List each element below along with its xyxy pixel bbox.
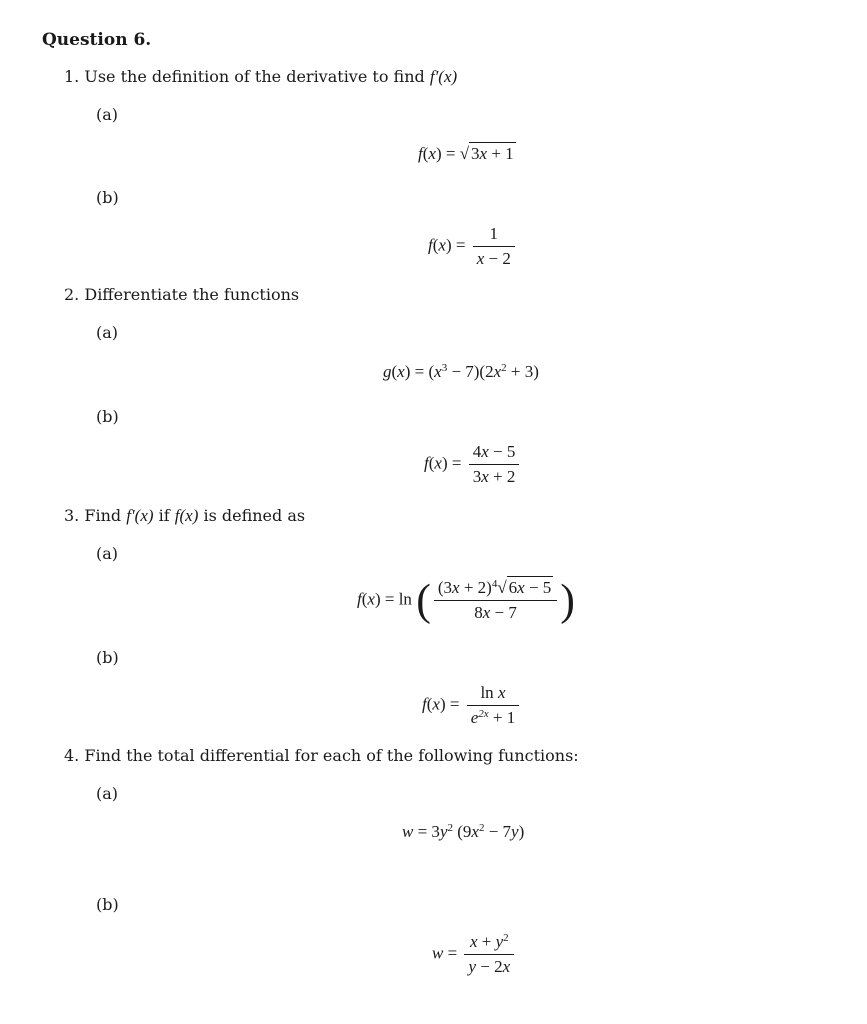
question-1 bbox=[64, 67, 457, 87]
part-label-4b: (b) bbox=[96, 895, 119, 914]
question-4-number: 4. bbox=[64, 746, 80, 765]
question-1-text: Use the definition of the derivative to find bbox=[84, 67, 425, 86]
question-3 bbox=[64, 506, 305, 526]
equation-1a: f(x) = √ 3x + 1 bbox=[418, 144, 514, 163]
question-3-defined: is defined as bbox=[203, 506, 306, 525]
part-label-3a: (a) bbox=[96, 544, 119, 563]
equation-2a: $g(x) = (x^3 - 7)(2x^2 + 3)$ bbox=[383, 362, 539, 381]
question-2 bbox=[64, 285, 299, 304]
part-label-2a: (a) bbox=[96, 323, 119, 342]
part-label-3b: (b) bbox=[96, 648, 119, 667]
question-3-f: f(x) bbox=[174, 506, 199, 525]
question-2-number: 2. bbox=[64, 285, 80, 304]
equation-1b: f(x) = $\frac{1}{x - 2}$ bbox=[428, 224, 518, 269]
part-label-4a: (a) bbox=[96, 784, 119, 803]
question-3-if: if bbox=[158, 506, 170, 525]
question-4-text: Find the total differential for each of the following functions: bbox=[84, 746, 579, 765]
question-title: Question 6. bbox=[42, 30, 152, 50]
question-3-fprime: f′(x) bbox=[126, 506, 154, 525]
equation-4b: w = $\frac{x + y^2}{y - 2x}$ bbox=[432, 932, 517, 977]
question-1-fprime: f′(x) bbox=[429, 67, 458, 86]
equation-3b: f(x) = $\frac{\text{ln x}}{e^{2x} + 1}$ bbox=[422, 683, 522, 728]
question-3-find: Find bbox=[84, 506, 122, 525]
question-3-number: 3. bbox=[64, 506, 80, 525]
part-label-1a: (a) bbox=[96, 105, 119, 124]
part-label-2b: (b) bbox=[96, 407, 119, 426]
equation-3a: f(x) = ln ( $\frac{(3x + 2)^4√ 6x - 5}{8x - 7}$ ) bbox=[357, 575, 575, 625]
part-label-1b: (b) bbox=[96, 188, 119, 207]
question-4 bbox=[64, 746, 579, 765]
equation-2b: f(x) = $\frac{4x - 5}{3x + 2}$ bbox=[424, 442, 522, 487]
question-1-number: 1. bbox=[64, 67, 80, 86]
equation-4a: $w = 3y^2$ $(9x^2 - 7y)$ bbox=[402, 822, 525, 841]
question-2-text: Differentiate the functions bbox=[84, 285, 300, 304]
